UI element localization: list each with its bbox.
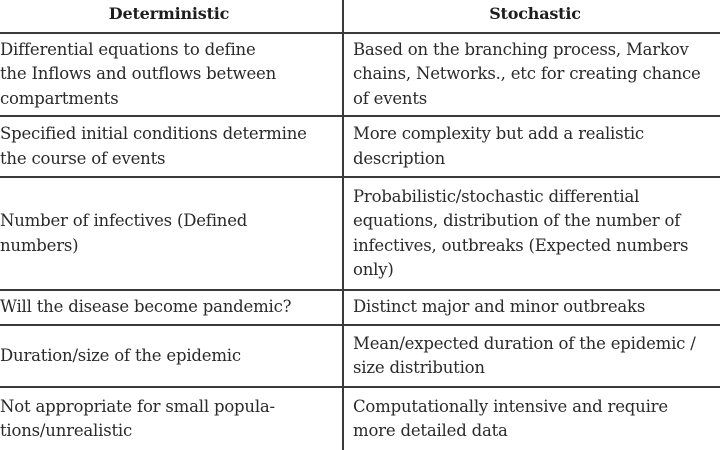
table-row: [0, 178, 720, 291]
cell-text: More complexity but add a realistic description: [353, 124, 644, 168]
cell-deterministic: [0, 117, 342, 176]
cell-text: Duration/size of the epidemic: [0, 345, 241, 365]
header-stochastic: [342, 0, 720, 32]
header-stochastic-label: Stochastic: [489, 4, 581, 24]
table-row: [0, 326, 720, 388]
cell-text: Differential equations to define the Inflows and outflows between compartments: [0, 39, 277, 108]
cell-text: Computationally intensive and require more detailed data: [353, 396, 668, 440]
cell-text: Not appropriate for small popula- tions/unrealistic: [0, 396, 275, 440]
header-deterministic: [0, 0, 342, 32]
cell-deterministic: [0, 291, 342, 324]
cell-stochastic: [342, 117, 720, 176]
cell-stochastic: [342, 178, 720, 289]
cell-text: Number of infectives (Defined numbers): [0, 211, 248, 255]
cell-text: Will the disease become pandemic?: [0, 297, 292, 317]
cell-stochastic: [342, 291, 720, 324]
table-row: [0, 117, 720, 178]
cell-deterministic: [0, 178, 342, 289]
table-row: [0, 388, 720, 450]
cell-deterministic: [0, 326, 342, 386]
cell-text: Distinct major and minor outbreaks: [353, 297, 646, 317]
cell-text: Specified initial conditions determine the course of events: [0, 124, 307, 168]
cell-stochastic: [342, 34, 720, 115]
cell-deterministic: [0, 388, 342, 450]
header-deterministic-label: Deterministic: [108, 4, 230, 24]
cell-stochastic: [342, 326, 720, 386]
cell-text: Based on the branching process, Markov chains, Networks., etc for creating chance of events: [353, 39, 701, 108]
table-header-row: [0, 0, 720, 34]
table-row: [0, 291, 720, 326]
cell-text: Probabilistic/stochastic differential equations, distribution of the number of infectives, outbreaks (Expected numbers only): [353, 186, 689, 279]
cell-deterministic: [0, 34, 342, 115]
cell-text: Mean/expected duration of the epidemic / size distribution: [353, 333, 696, 377]
table-row: [0, 34, 720, 117]
cell-stochastic: [342, 388, 720, 450]
